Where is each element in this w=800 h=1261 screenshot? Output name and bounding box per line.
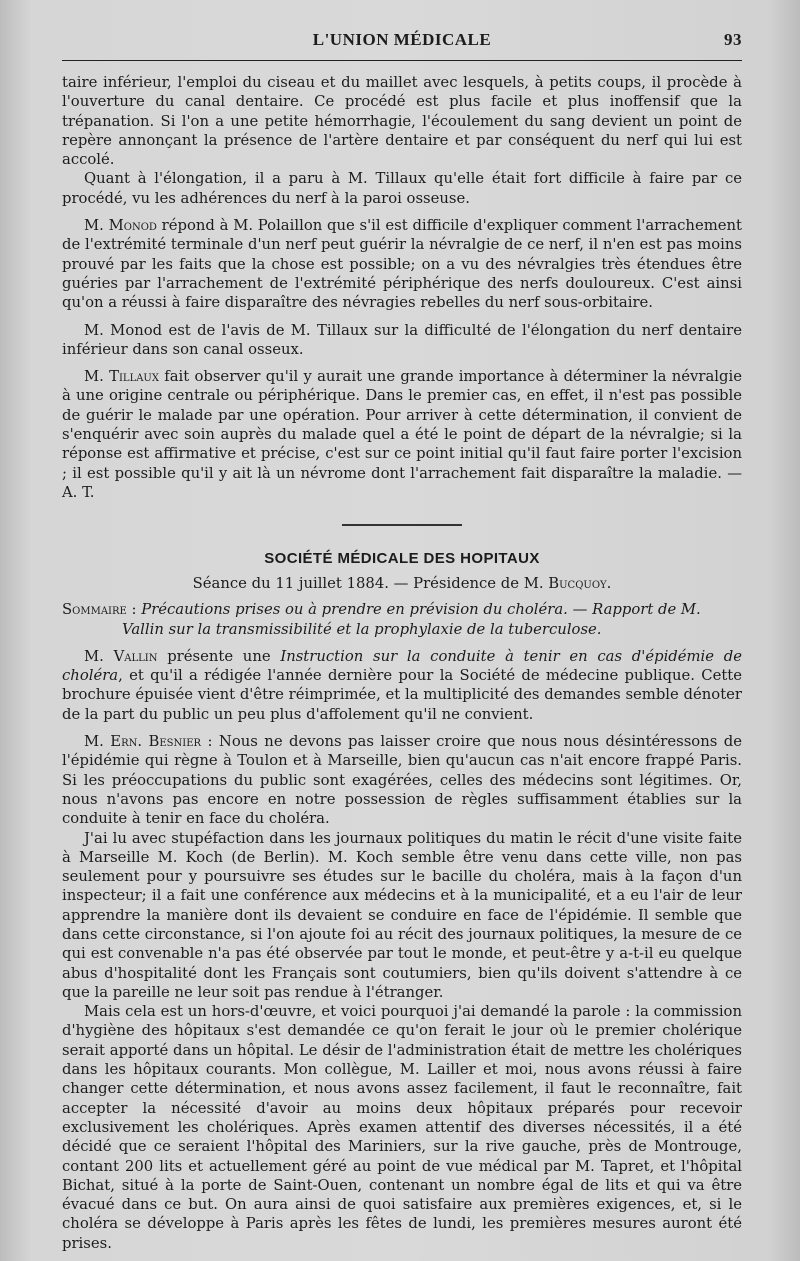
section-title: SOCIÉTÉ MÉDICALE DES HOPITAUX [264, 550, 540, 568]
paragraph-text: , et qu'il a rédigée l'année dernière pour la Société de médecine publique. Cette brochure épuisée vient d'être réimprimée, et la multiplicité des demandes semble dénoter de la part du public un peu plus d'affolement qu'il ne convient. [62, 667, 742, 723]
summary-label: Sommaire [62, 601, 127, 619]
paragraph-vallin [62, 647, 742, 724]
paragraph-text: présente une [157, 647, 281, 665]
session-line [62, 575, 742, 592]
paragraph-text: : Nous ne devons pas laisser croire que nous nous désintéressons de l'épidémie qui règne à Toulon et à Marseille, bien qu'aucun cas n'ait encore frappé Paris. Si les préoccupations du public sont exagérées, celles des médecins sont légitimes. Or, nous n'avons pas encore en notre possession de règles suffisamment établies sur la conduite à tenir en face du choléra. [62, 733, 742, 828]
paragraph-koch: J'ai lu avec stupéfaction dans les journaux politiques du matin le récit d'une visite faite à Marseille M. Koch (de Berlin). M. Koch semble être venu dans cette ville, non pas seulement pour y poursuivre ses études sur le bacille du choléra, mais à la façon d'un inspecteur; il a fait une conférence aux médecins et à la municipalité, et a eu l'air de leur apprendre la manière dont ils devaient se conduire en face de l'épidémie. Il semble que dans cette circonstance, si l'on ajoute foi au récit des journaux politiques, la mesure de ce qui est convenable n'a pas été observée par tout le monde, et peut-être y a-t-il eu quelque abus d'hospitalité dont les Français sont coutumiers, bien qu'ils doivent s'attendre à ce que la pareille ne leur soit pas rendue à l'étranger. [62, 829, 742, 1001]
speaker-name: M. Ern. Besnier [84, 733, 202, 751]
speaker-name: M. Tillaux [84, 368, 159, 386]
paragraph-commission: Mais cela est un hors-d'œuvre, et voici pourquoi j'ai demandé la parole : la commission d'hygiène des hôpitaux s'est demandée ce qu'on ferait le jour où le premier cholérique serait apporté dans un hôpital. Le désir de l'administration était de mettre les cholériques dans les hôpitaux courants. Mon collègue, M. Lailler et moi, nous avons réussi à faire changer cette détermination, et nous avons assez facilement, il faut le reconnaître, fait accepter la nécessité d'avoir au moins deux hôpitaux préparés pour recevoir exclusivement les cholériques. Après examen attentif des diverses nécessités, il a été décidé que ce seraient l'hôpital des Mariniers, sur la rive gauche, près de Montrouge, contant 200 lits et actuellement géré au point de vue médical par M. Tapret, et l'hôpital Bichat, situé à la porte de Saint-Ouen, contenant un nombre égal de lits et qui va être évacué dans ce but. On aura ainsi de quoi satisfaire aux premières exigences, et, si le choléra se développe à Paris après les fêtes de lundi, les premières mesures auront été prises. [62, 1003, 742, 1252]
section-separator [342, 524, 462, 526]
header-rule [62, 60, 742, 61]
page-number: 93 [724, 30, 742, 49]
paragraph-tillaux [62, 367, 742, 502]
article-body [62, 73, 742, 1253]
paragraph-text: répond à M. Polaillon que s'il est difficile d'expliquer comment l'arrachement de l'extrémité terminale d'un nerf peut guérir la névralgie de ce nerf, il n'en est pas moins prouvé par les faits que la chose est possible; on a vu des névralgies très étendues être guéries par l'arrachement de l'extrémité périphérique des nerfs douloureux. C'est ainsi qu'on a réussi à faire disparaître des névragies rebelles du nerf sous-orbitaire. [62, 217, 742, 312]
summary-item: Précautions prises ou à prendre en prévision du choléra. [141, 601, 568, 619]
session-date: Séance du 11 juillet 1884. — Présidence de M. [192, 575, 549, 593]
session-suffix: . [606, 575, 612, 593]
document-title: Instruction sur la conduite à tenir en cas d'épidémie de choléra [62, 647, 743, 685]
paragraph-monod-opinion: M. Monod est de l'avis de M. Tillaux sur la difficulté de l'élongation du nerf dentaire inférieur dans son canal osseux. [62, 321, 742, 358]
speaker-name: M. Vallin [84, 647, 158, 665]
paragraph-besnier [62, 732, 742, 828]
running-head [62, 30, 742, 56]
paragraph-monod-reply [62, 216, 742, 312]
paragraph-elongation: Quant à l'élongation, il a paru à M. Tillaux qu'elle était fort difficile à faire par ce procédé, vu les adhérences du nerf à la paroi osseuse. [62, 170, 742, 207]
president-name: Bucquoy [548, 575, 607, 593]
summary-separator: : [126, 601, 142, 619]
summary-item: Rapport de M. Vallin sur la transmissibilité et la prophylaxie de la tuberculose. [122, 601, 701, 638]
summary [62, 600, 742, 639]
paragraph-continuation: taire inférieur, l'emploi du ciseau et du maillet avec lesquels, à petits coups, il procède à l'ouverture du canal dentaire. Ce procédé est plus facile et plus inoffensif que la trépanation. Si l'on a une petite hémorrhagie, l'écoulement du sang devient un point de repère annonçant la présence de l'artère dentaire et par conséquent du nerf qui lui est accolé. [62, 74, 742, 169]
speaker-name: M. Monod [84, 217, 157, 235]
journal-title: L'UNION MÉDICALE [312, 30, 492, 49]
summary-dash: — [567, 601, 593, 619]
paragraph-text: fait observer qu'il y aurait une grande importance à déterminer la névralgie à une origine centrale ou périphérique. Dans le premier cas, en effet, il n'est pas possible de guérir le malade par une opération. Pour arriver à cette détermination, il convient de s'enquérir avec soin auprès du malade quel a été le point de départ de la névralgie; si la réponse est affirmative et précise, c'est sur ce point initial qu'il faut faire porter l'excision ; il est possible qu'il y ait là un névrome dont l'arrachement fait disparaître la maladie. — A. T. [62, 368, 742, 501]
